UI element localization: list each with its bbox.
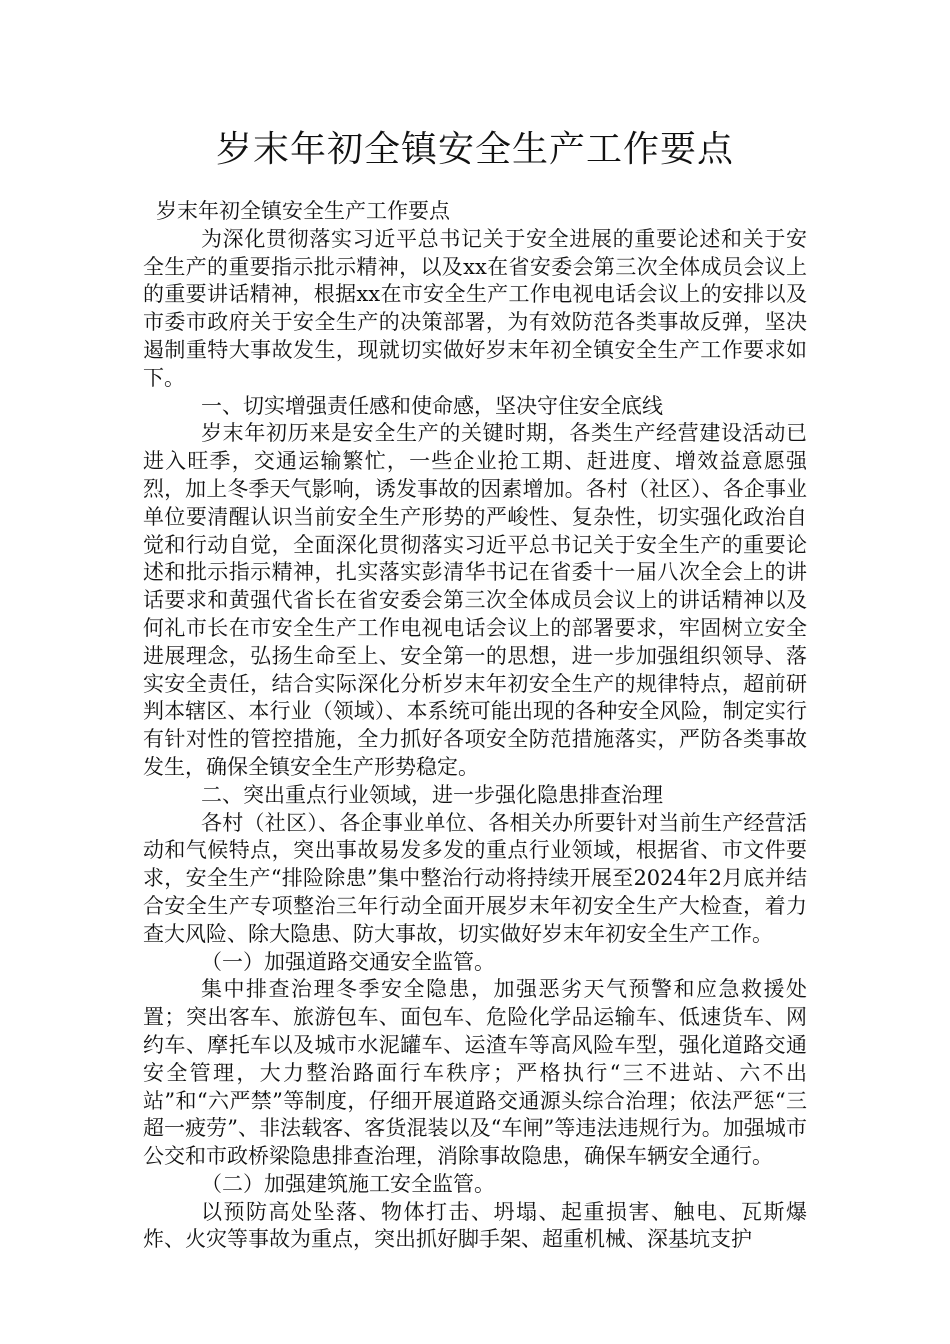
subsection-traffic-paragraph: 集中排查治理冬季安全隐患，加强恶劣天气预警和应急救援处置；突出客车、旅游包车、面包车、危险化学品运输车、低速货车、网约车、摩托车以及城市水泥罐车、运渣车等高风险车型，强化道路交通安全管理，大力整治路面行车秩序；严格执行“三不进站、六不出站”和“六严禁”等制度，仔细开展道路交通源头综合治理；依法严惩“三超一疲劳”、非法载客、客货混装以及“车闸”等违法违规行为。加强城市公交和市政桥梁隐患排查治理，消除事故隐患，确保车辆安全通行。	[143, 977, 807, 1169]
subsection-heading-construction: （二）加强建筑施工安全监管。	[201, 1171, 495, 1196]
section-heading-1: 一、切实增强责任感和使命感，坚决守住安全底线	[201, 393, 663, 418]
section-1-paragraph: 岁末年初历来是安全生产的关键时期，各类生产经营建设活动已进入旺季，交通运输繁忙，一些企业抢工期、赶进度、增效益意愿强烈，加上冬季天气影响，诱发事故的因素增加。各村（社区）、各企事业单位要清醒认识当前安全生产形势的严峻性、复杂性，切实强化政治自觉和行动自觉，全面深化贯彻落实习近平总书记关于安全生产的重要论述和批示指示精神，扎实落实彭清华书记在省委十一届八次全会上的讲话要求和黄强代省长在省安委会第三次全体成员会议上的讲话精神以及何礼市长在市安全生产工作电视电话会议上的部署要求，牢固树立安全进展理念，弘扬生命至上、安全第一的思想，进一步加强组织领导、落实安全责任，结合实际深化分析岁末年初安全生产的规律特点，超前研判本辖区、本行业（领域）、本系统可能出现的各种安全风险，制定实行有针对性的管控措施，全力抓好各项安全防范措施落实，严防各类事故发生，确保全镇安全生产形势稳定。	[143, 421, 807, 779]
intro-paragraph: 为深化贯彻落实习近平总书记关于安全进展的重要论述和关于安全生产的重要指示批示精神，以及xx在省安委会第三次全体成员会议上的重要讲话精神，根据xx在市安全生产工作电视电话会议上的安排以及市委市政府关于安全生产的决策部署，为有效防范各类事故反弹，坚决遏制重特大事故发生，现就切实做好岁末年初全镇安全生产工作要求如下。	[143, 226, 807, 390]
subsection-construction-paragraph: 以预防高处坠落、物体打击、坍塌、起重损害、触电、瓦斯爆炸、火灾等事故为重点，突出抓好脚手架、超重机械、深基坑支护	[143, 1199, 807, 1252]
document-subtitle: 岁末年初全镇安全生产工作要点	[156, 199, 450, 223]
document-title: 岁末年初全镇安全生产工作要点	[215, 129, 734, 170]
document-body	[143, 198, 807, 1254]
subsection-heading-traffic: （一）加强道路交通安全监管。	[201, 949, 495, 974]
section-heading-2: 二、突出重点行业领域，进一步强化隐患排查治理	[201, 782, 663, 807]
section-2-paragraph: 各村（社区）、各企事业单位、各相关办所要针对当前生产经营活动和气候特点，突出事故易发多发的重点行业领域，根据省、市文件要求，安全生产“排险除患”集中整治行动将持续开展至2024年2月底并结合安全生产专项整治三年行动全面开展岁末年初安全生产大检查，着力查大风险、除大隐患、防大事故，切实做好岁末年初安全生产工作。	[143, 810, 807, 946]
